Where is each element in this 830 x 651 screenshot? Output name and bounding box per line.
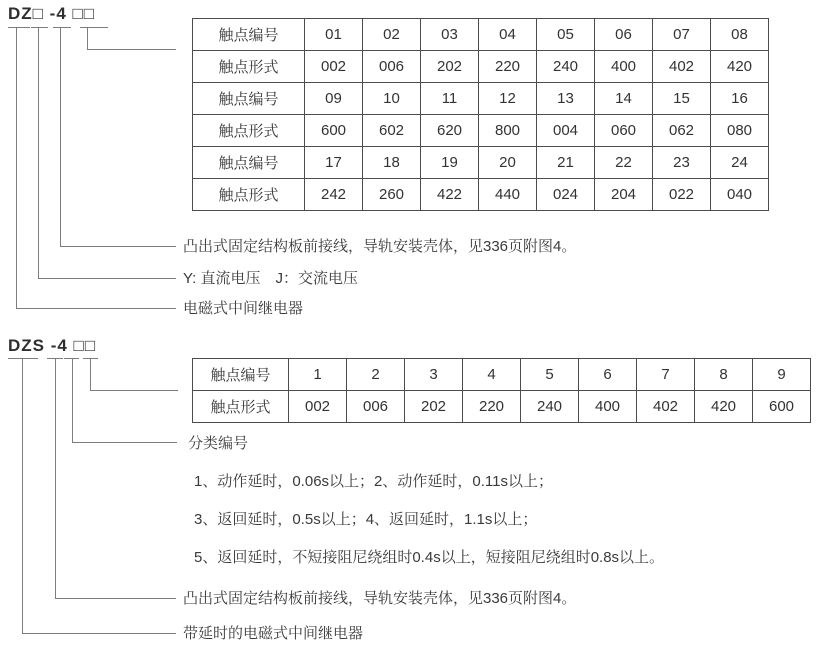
- annotation-dz-mounting: 凸出式固定结构板前接线，导轨安装壳体，见336页附图4。: [183, 238, 577, 255]
- table-cell: 402: [637, 391, 695, 423]
- dz-contact-table: [192, 18, 769, 211]
- table-cell: 420: [711, 51, 769, 83]
- table-cell: 17: [305, 147, 363, 179]
- table-cell: 04: [479, 19, 537, 51]
- table-cell: 006: [347, 391, 405, 423]
- leader-line: [22, 633, 176, 634]
- table-cell: 02: [363, 19, 421, 51]
- table-row: [193, 147, 769, 179]
- table-cell: 080: [711, 115, 769, 147]
- table-cell: 260: [363, 179, 421, 211]
- table-cell: 8: [695, 359, 753, 391]
- row-header: 触点编号: [193, 147, 305, 179]
- table-cell: 060: [595, 115, 653, 147]
- table-cell: 220: [463, 391, 521, 423]
- leader-line: [60, 27, 61, 247]
- table-cell: 620: [421, 115, 479, 147]
- leader-line: [38, 27, 39, 279]
- table-cell: 1: [289, 359, 347, 391]
- leader-line: [55, 598, 176, 599]
- row-header: 触点编号: [193, 359, 289, 391]
- table-row: [193, 83, 769, 115]
- leader-line: [22, 358, 23, 633]
- leader-line: [72, 358, 73, 442]
- leader-line: [38, 278, 176, 279]
- model-code-dzs: DZS -4 □□: [8, 336, 97, 355]
- table-cell: 400: [579, 391, 637, 423]
- annotation-dzs-note-1: 1、动作延时，0.06s以上；2、动作延时，0.11s以上；: [194, 473, 553, 490]
- table-cell: 240: [537, 51, 595, 83]
- table-cell: 3: [405, 359, 463, 391]
- table-cell: 220: [479, 51, 537, 83]
- table-cell: 07: [653, 19, 711, 51]
- table-cell: 20: [479, 147, 537, 179]
- model-code-dz: DZ□ -4 □□: [8, 4, 96, 23]
- table-cell: 11: [421, 83, 479, 115]
- table-cell: 004: [537, 115, 595, 147]
- leader-line: [87, 49, 176, 50]
- table-cell: 01: [305, 19, 363, 51]
- table-cell: 062: [653, 115, 711, 147]
- leader-line: [72, 442, 177, 443]
- table-cell: 5: [521, 359, 579, 391]
- leader-line: [90, 358, 91, 390]
- table-cell: 002: [289, 391, 347, 423]
- table-row: [193, 115, 769, 147]
- table-cell: 420: [695, 391, 753, 423]
- table-cell: 002: [305, 51, 363, 83]
- table-row: [193, 179, 769, 211]
- table-cell: 202: [405, 391, 463, 423]
- table-cell: 204: [595, 179, 653, 211]
- leader-line: [16, 308, 176, 309]
- table-cell: 19: [421, 147, 479, 179]
- leader-line: [16, 27, 17, 309]
- table-cell: 202: [421, 51, 479, 83]
- table-cell: 24: [711, 147, 769, 179]
- annotation-dz-relay-type: 电磁式中间继电器: [183, 300, 304, 317]
- table-row: [193, 19, 769, 51]
- table-row: [193, 359, 811, 391]
- table-cell: 4: [463, 359, 521, 391]
- tick-mark: [8, 358, 38, 359]
- leader-line: [90, 390, 178, 391]
- table-cell: 03: [421, 19, 479, 51]
- row-header: 触点形式: [193, 51, 305, 83]
- annotation-dzs-note-2: 3、返回延时，0.5s以上；4、返回延时，1.1s以上；: [194, 511, 538, 528]
- row-header: 触点编号: [193, 83, 305, 115]
- table-row: [193, 391, 811, 423]
- annotation-dzs-relay-type: 带延时的电磁式中间继电器: [183, 625, 364, 642]
- table-cell: 12: [479, 83, 537, 115]
- table-cell: 006: [363, 51, 421, 83]
- row-header: 触点形式: [193, 115, 305, 147]
- annotation-dzs-mounting: 凸出式固定结构板前接线，导轨安装壳体，见336页附图4。: [183, 590, 577, 607]
- table-cell: 422: [421, 179, 479, 211]
- tick-mark: [31, 27, 48, 28]
- row-header: 触点形式: [193, 179, 305, 211]
- dzs-contact-table: [192, 358, 811, 423]
- table-cell: 240: [521, 391, 579, 423]
- table-cell: 242: [305, 179, 363, 211]
- annotation-dz-voltage: Y: 直流电压 J：交流电压: [183, 270, 359, 287]
- table-cell: 23: [653, 147, 711, 179]
- table-cell: 602: [363, 115, 421, 147]
- annotation-dzs-classification: 分类编号: [188, 435, 249, 452]
- table-cell: 440: [479, 179, 537, 211]
- table-cell: 7: [637, 359, 695, 391]
- table-cell: 14: [595, 83, 653, 115]
- tick-mark: [53, 27, 71, 28]
- table-cell: 402: [653, 51, 711, 83]
- leader-line: [60, 246, 176, 247]
- table-cell: 6: [579, 359, 637, 391]
- table-cell: 05: [537, 19, 595, 51]
- table-cell: 22: [595, 147, 653, 179]
- row-header: 触点编号: [193, 19, 305, 51]
- table-cell: 16: [711, 83, 769, 115]
- table-cell: 022: [653, 179, 711, 211]
- row-header: 触点形式: [193, 391, 289, 423]
- table-row: [193, 51, 769, 83]
- table-cell: 13: [537, 83, 595, 115]
- table-cell: 09: [305, 83, 363, 115]
- table-cell: 10: [363, 83, 421, 115]
- table-cell: 600: [305, 115, 363, 147]
- table-cell: 21: [537, 147, 595, 179]
- table-cell: 400: [595, 51, 653, 83]
- table-cell: 600: [753, 391, 811, 423]
- annotation-dzs-note-3: 5、返回延时，不短接阻尼绕组时0.4s以上，短接阻尼绕组时0.8s以上。: [194, 549, 665, 566]
- table-cell: 024: [537, 179, 595, 211]
- table-cell: 08: [711, 19, 769, 51]
- table-cell: 2: [347, 359, 405, 391]
- table-cell: 040: [711, 179, 769, 211]
- leader-line: [87, 27, 88, 50]
- table-cell: 15: [653, 83, 711, 115]
- tick-mark: [8, 27, 30, 28]
- table-cell: 18: [363, 147, 421, 179]
- table-cell: 06: [595, 19, 653, 51]
- table-cell: 9: [753, 359, 811, 391]
- leader-line: [55, 358, 56, 598]
- table-cell: 800: [479, 115, 537, 147]
- tick-mark: [80, 27, 108, 28]
